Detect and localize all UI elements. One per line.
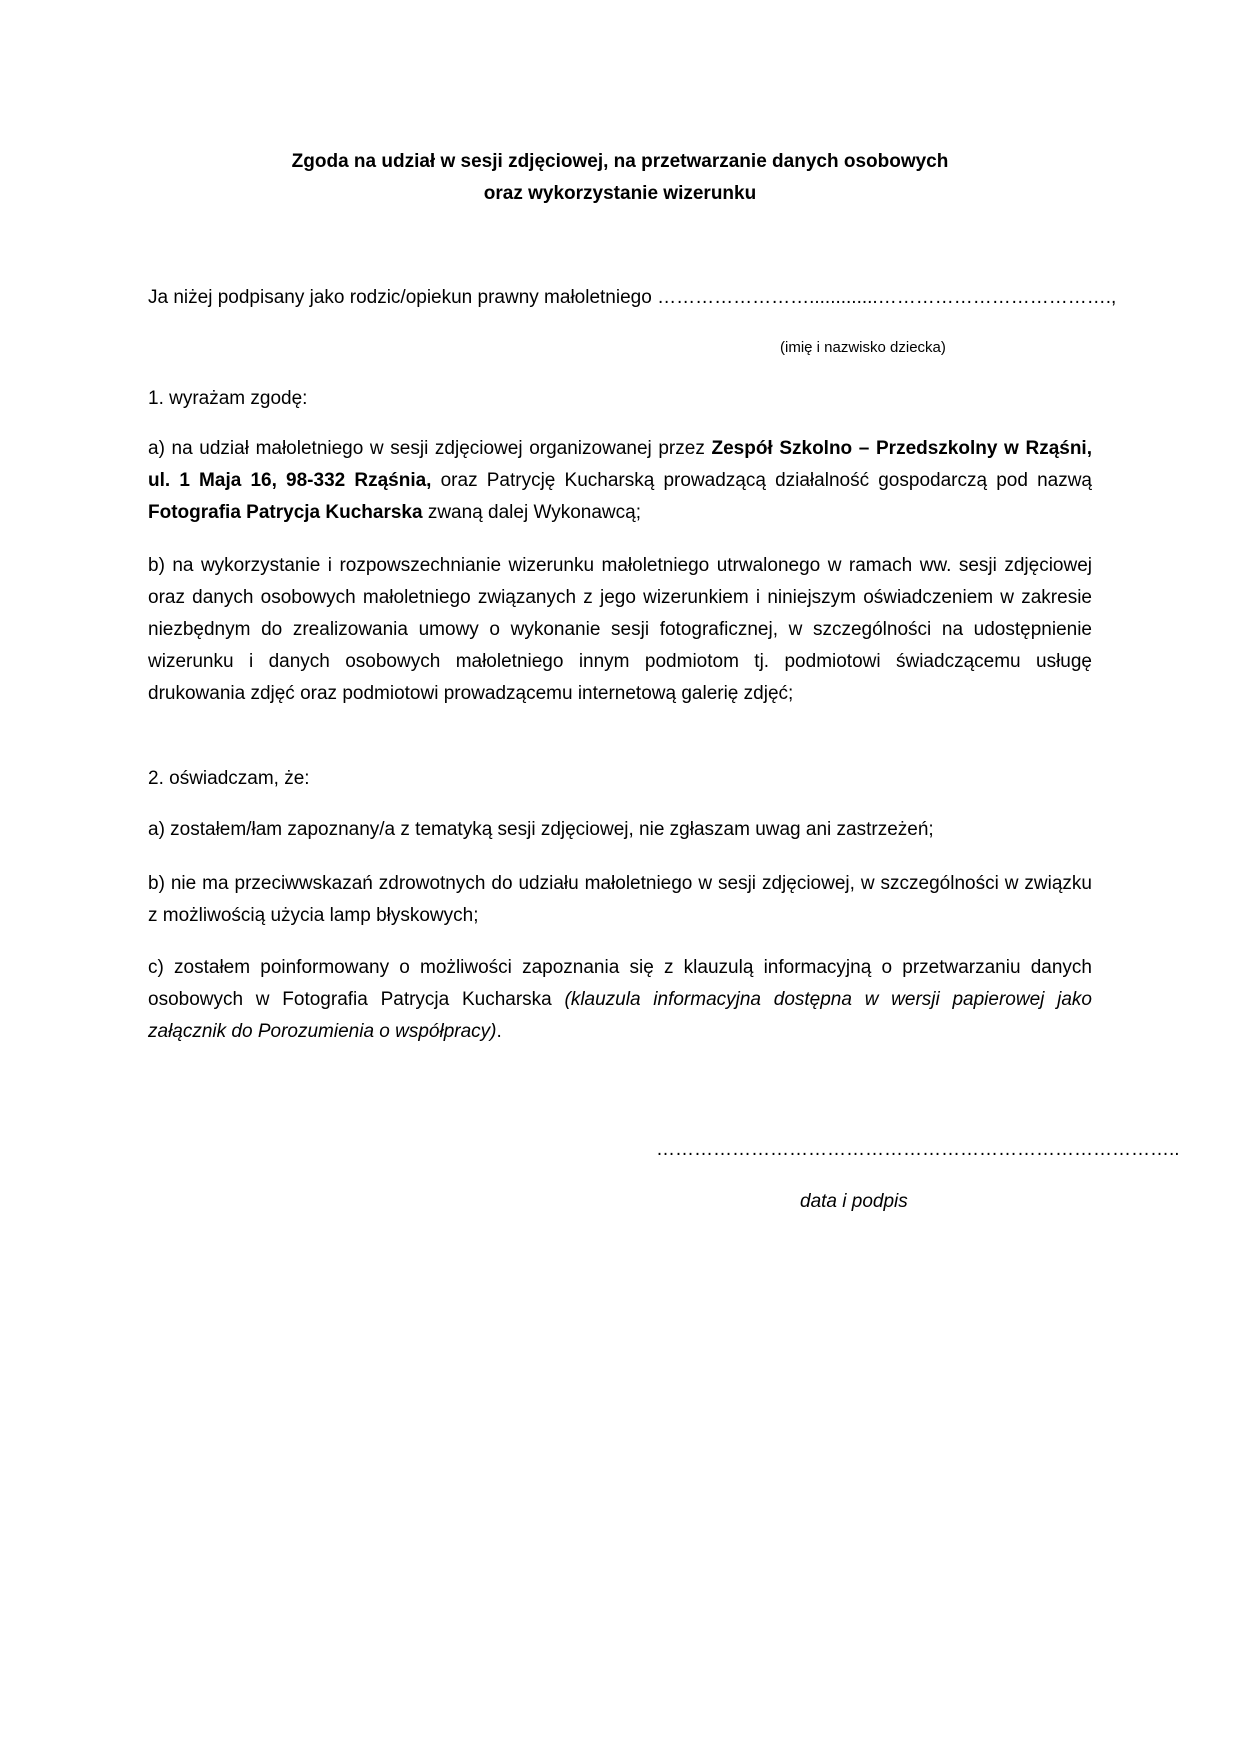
section-2-item-c: c) zostałem poinformowany o możliwości zapoznania się z klauzulą informacyjną o przetwarzaniu danych osobowych w Fotografia Patrycja Kucharska (klauzula informacyjna dostępna w wersji papierowej jako załącznik do Porozumienia o współpracy). (148, 957, 1092, 1042)
contractor-name: Fotografia Patrycja Kucharska (148, 502, 423, 523)
section-2-item-b: b) nie ma przeciwwskazań zdrowotnych do udziału małoletniego w sesji zdjęciowej, w szczególności w związku z możliwością użycia lamp błyskowych; (148, 873, 1092, 926)
section-1-heading: 1. wyrażam zgodę: (148, 388, 308, 409)
intro-text: Ja niżej podpisany jako rodzic/opiekun prawny małoletniego (148, 287, 658, 308)
section-2-heading: 2. oświadczam, że: (148, 768, 310, 789)
section-2-item-a: a) zostałem/łam zapoznany/a z tematyką sesji zdjęciowej, nie zgłaszam uwag ani zastrzeżeń; (148, 819, 934, 840)
organizer-name: Zespół Szkolno – Przedszkolny w Rząśni, ul. 1 Maja 16, 98-332 Rząśnia, (148, 438, 1092, 491)
signature-line[interactable]: ……………………………………………………………………….. (656, 1139, 1180, 1160)
signature-label: data i podpis (800, 1191, 908, 1212)
child-name-blank[interactable]: …………………….............………………………………., (657, 287, 1117, 308)
document-title-line-1: Zgoda na udział w sesji zdjęciowej, na przetwarzanie danych osobowych (291, 151, 949, 172)
document-title-line-2: oraz wykorzystanie wizerunku (483, 183, 757, 204)
section-1-item-b: b) na wykorzystanie i rozpowszechnianie wizerunku małoletniego utrwalonego w ramach ww. sesji zdjęciowej oraz danych osobowych małoletniego związanych z jego wizerunkiem i niniejszym oświadczeniem w zakresie niezbędnym do zrealizowania umowy o wykonanie sesji fotograficznej, w szczególności na udostępnienie wizerunku i danych osobowych małoletniego innym podmiotom tj. podmiotowi świadczącemu usługę drukowania zdjęć oraz podmiotowi prowadzącemu internetową galerię zdjęć; (148, 555, 1092, 704)
section-1-item-a: a) na udział małoletniego w sesji zdjęciowej organizowanej przez Zespół Szkolno – Przedszkolny w Rząśni, ul. 1 Maja 16, 98-332 Rząśnia, oraz Patrycję Kucharską prowadzącą działalność gospodarczą pod nazwą Fotografia Patrycja Kucharska zwaną dalej Wykonawcą; (148, 438, 1092, 523)
intro-line (148, 282, 1116, 314)
info-clause-note: (klauzula informacyjna dostępna w wersji papierowej jako załącznik do Porozumienia o współpracy) (148, 989, 1092, 1042)
child-name-caption: (imię i nazwisko dziecka) (780, 339, 946, 356)
